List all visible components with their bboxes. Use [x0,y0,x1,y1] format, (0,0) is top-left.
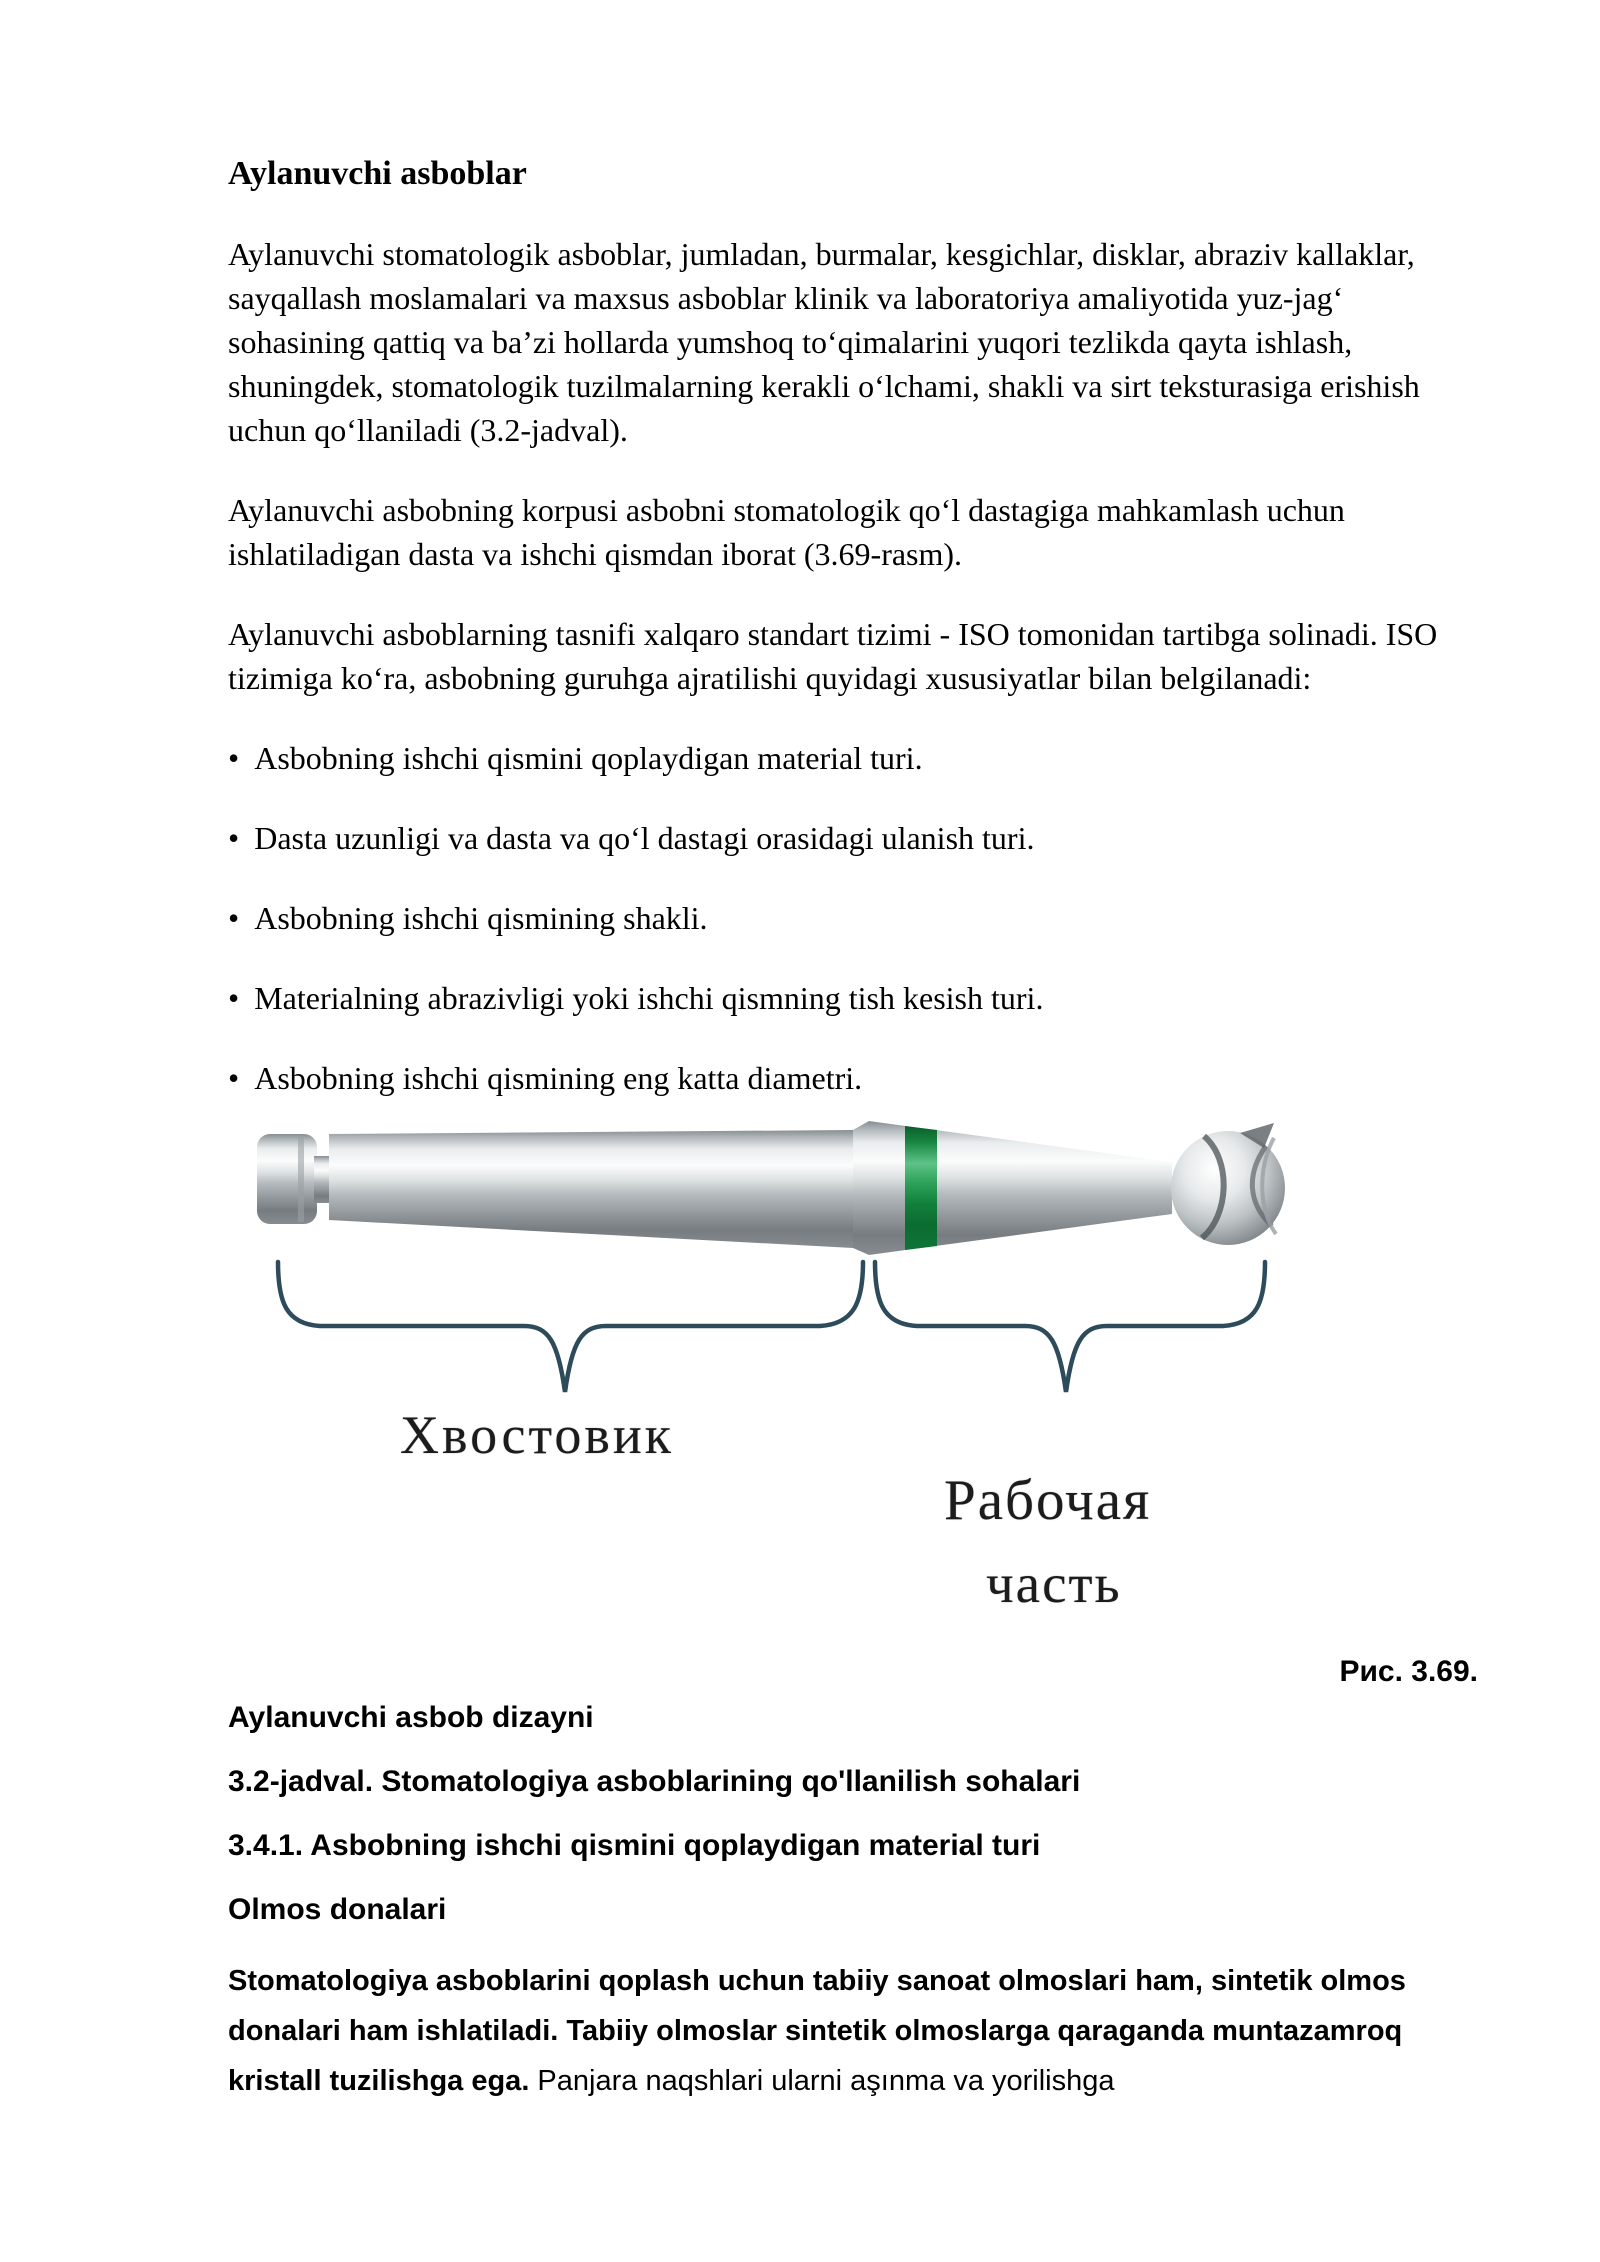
final-paragraph-bold: Stomatologiya asboblarini qoplash uchun tabiiy sanoat olmoslari ham, sintetik olmos donalari ham ishlatiladi. Tabiiy olmoslar sintetik olmoslarga qaraganda muntazamroq kristall tuzilishga ega. [228,1965,1406,2097]
final-paragraph [228,1956,1478,2106]
figure-caption: Aylanuvchi asbob dizayni [228,1701,594,1734]
figure-reference: Рис. 3.69. [1339,1655,1478,1688]
document-heading: Aylanuvchi asboblar [228,155,527,192]
dental-bur-image [228,1106,1288,1666]
bullet-item-abrasiveness [228,976,1478,1020]
shank-label: Хвостовик [400,1405,674,1465]
shank-brace [278,1262,863,1392]
paragraph-intro: Aylanuvchi stomatologik asboblar, jumladan, burmalar, kesgichlar, disklar, abraziv kallaklar, sayqallash moslamalari va maxsus asboblar klinik va laboratoriya amaliyotida yuz-jagʻ sohasining qattiq va ba’zi hollarda yumshoq toʻqimalarini yuqori tezlikda qayta ishlash, shuningdek, stomatologik tuzilmalarning kerakli oʻlchami, shakli va sirt teksturasiga erishish uchun qoʻllaniladi (3.2-jadval). [228,236,1420,448]
bullet-text: Materialning abrazivligi yoki ishchi qismning tish kesish turi. [254,980,1044,1016]
working-part-brace [875,1262,1265,1392]
bur-green-band [905,1126,937,1250]
bullet-marker: • [228,980,240,1016]
paragraph-iso-classification: Aylanuvchi asboblarning tasnifi xalqaro standart tizimi - ISO tomonidan tartibga solinadi. ISO tizimiga koʻra, asbobning guruhga ajratilishi quyidagi xususiyatlar bilan belgilanadi: [228,616,1438,696]
working-part-label-line1: Рабочая [944,1469,1152,1532]
bur-latch-neck [314,1156,331,1203]
subheading-section-3-4-1: 3.4.1. Asbobning ishchi qismini qoplaydigan material turi [228,1829,1041,1862]
bur-taper-cone [853,1121,1172,1255]
working-part-label-line2: часть [986,1553,1122,1614]
bur-figure [228,1136,1478,1646]
bullet-item-material [228,736,1478,780]
final-paragraph-regular: Panjara naqshlari ularni aşınma va yorilishga [529,2065,1115,2097]
bullet-text: Asbobning ishchi qismining shakli. [254,900,708,936]
bullet-text: Dasta uzunligi va dasta va qoʻl dastagi orasidagi ulanish turi. [254,820,1035,856]
bur-shank-body [329,1130,853,1248]
bullet-text: Asbobning ishchi qismini qoplaydigan material turi. [254,740,923,776]
bullet-marker: • [228,900,240,936]
bullet-marker: • [228,1060,240,1096]
paragraph-body-parts: Aylanuvchi asbobning korpusi asbobni stomatologik qoʻl dastagiga mahkamlash uchun ishlatiladigan dasta va ishchi qismdan iborat (3.69-rasm). [228,492,1345,572]
bur-latch-cap [257,1134,317,1224]
bullet-marker: • [228,820,240,856]
bullet-item-diameter [228,1056,1478,1100]
bullet-marker: • [228,740,240,776]
bullet-item-shape [228,896,1478,940]
subheading-diamond-grains: Olmos donalari [228,1893,447,1926]
bullet-item-shank-length [228,816,1478,860]
bullet-text: Asbobning ishchi qismining eng katta diametri. [254,1060,863,1096]
subheading-table-3-2: 3.2-jadval. Stomatologiya asboblarining qo'llanilish sohalari [228,1765,1081,1798]
